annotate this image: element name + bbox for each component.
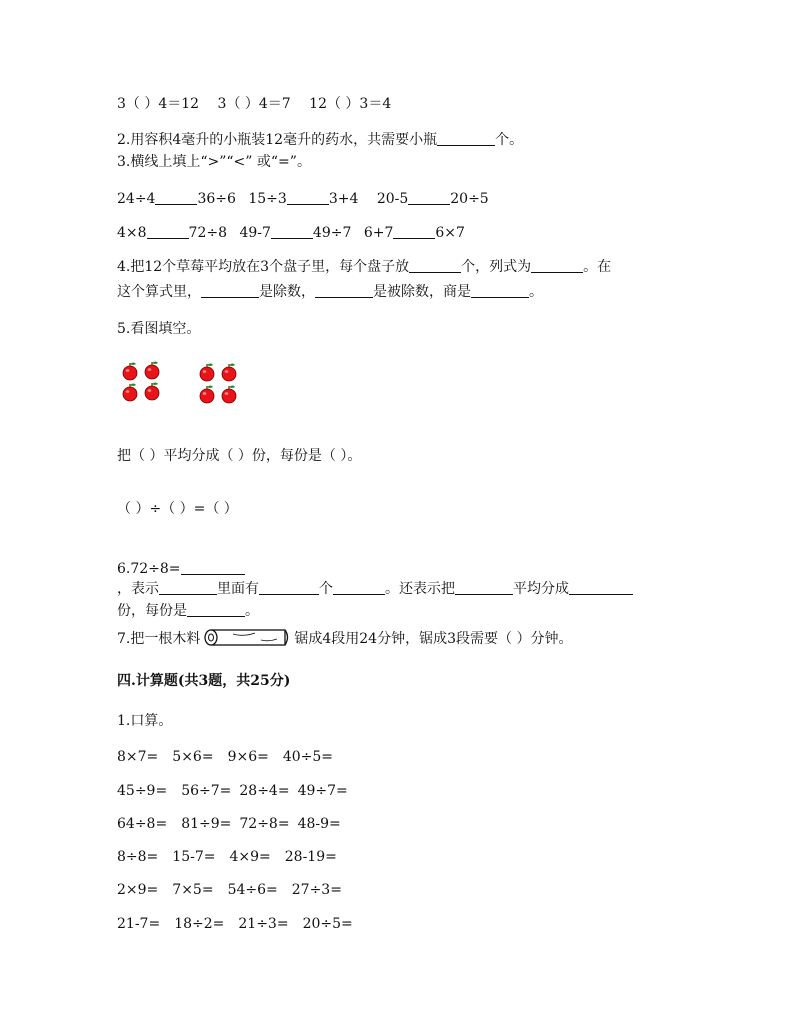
calc-row: 2×9= 7×5= 54÷6= 27÷3= — [117, 882, 342, 898]
question-3-title: 3.横线上填上“>”“<” 或“=”。 — [117, 154, 311, 170]
answer-blank[interactable] — [201, 283, 259, 298]
question-4-line-1: 4.把12个草莓平均放在3个盘子里，每个盘子放 个，列式为 。在 — [117, 259, 612, 275]
apple-icon — [145, 383, 159, 401]
apple-group-picture — [120, 360, 250, 408]
question-6-line-3: 份，每份是 。 — [117, 603, 259, 619]
answer-blank[interactable] — [531, 258, 583, 273]
apple-icon — [123, 363, 137, 381]
apple-group-right — [200, 364, 236, 404]
answer-blank[interactable] — [287, 190, 329, 205]
calc-row: 64÷8= 81÷9= 72÷8= 48-9= — [117, 816, 341, 832]
question-2: 2.用容积4毫升的小瓶装12毫升的药水，共需要小瓶 个。 — [117, 132, 524, 148]
equation: 3（ ）4＝12 — [117, 96, 200, 112]
section-heading: 四.计算题(共3题，共25分) — [117, 673, 291, 689]
question-4-line-2: 这个算式里， 是除数， 是被除数，商是 。 — [117, 284, 543, 300]
answer-blank[interactable] — [147, 224, 189, 239]
apple-icon — [200, 386, 214, 404]
compare-row-1: 24÷4 36÷6 15÷3 3+4 20-5 20÷5 — [117, 191, 489, 207]
answer-blank[interactable] — [271, 224, 313, 239]
apple-icon — [200, 364, 214, 382]
equation: 3（ ）4＝7 — [217, 96, 291, 112]
answer-blank[interactable] — [315, 283, 373, 298]
question-6-line-1: 6.72÷8= — [117, 560, 245, 578]
answer-blank[interactable] — [259, 580, 319, 595]
apple-icon — [145, 362, 159, 380]
question-7: 7.把一根木料 锯成4段用24分钟，锯成3段需要（ ）分钟。 — [117, 627, 572, 649]
question-5-sentence: 把（ ）平均分成（ ）份，每份是（ ）。 — [117, 448, 362, 464]
apple-icon — [222, 386, 236, 404]
equation-row-1 — [117, 95, 391, 113]
answer-blank[interactable] — [471, 283, 529, 298]
calc-title: 1.口算。 — [117, 713, 173, 729]
answer-blank[interactable] — [181, 560, 245, 575]
calc-row: 45÷9= 56÷7= 28÷4= 49÷7= — [117, 783, 348, 799]
question-5-title: 5.看图填空。 — [117, 321, 201, 337]
question-6-line-2: ，表示 里面有 个 。还表示把 平均分成 — [117, 580, 633, 598]
equation: 12（ ）3＝4 — [309, 96, 392, 112]
answer-blank[interactable] — [455, 580, 513, 595]
answer-blank[interactable] — [437, 131, 495, 146]
compare-row-2: 4×8 72÷8 49-7 49÷7 6+7 6×7 — [117, 225, 465, 241]
calc-row: 21-7= 18÷2= 21÷3= 20÷5= — [117, 916, 353, 932]
answer-blank[interactable] — [409, 258, 461, 273]
answer-blank[interactable] — [569, 580, 633, 595]
answer-blank[interactable] — [333, 580, 385, 595]
calc-row: 8÷8= 15-7= 4×9= 28-19= — [117, 849, 337, 865]
answer-blank[interactable] — [393, 224, 435, 239]
calc-row: 8×7= 5×6= 9×6= 40÷5= — [117, 749, 334, 765]
question-5-equation: （ ）÷（ ）=（ ） — [117, 501, 238, 517]
apple-icon — [222, 364, 236, 382]
apple-icon — [123, 384, 137, 402]
answer-blank[interactable] — [187, 602, 245, 617]
apple-group-left — [123, 362, 159, 402]
answer-blank[interactable] — [159, 580, 217, 595]
answer-blank[interactable] — [408, 190, 450, 205]
answer-blank[interactable] — [155, 190, 197, 205]
wood-log-icon — [203, 627, 291, 649]
